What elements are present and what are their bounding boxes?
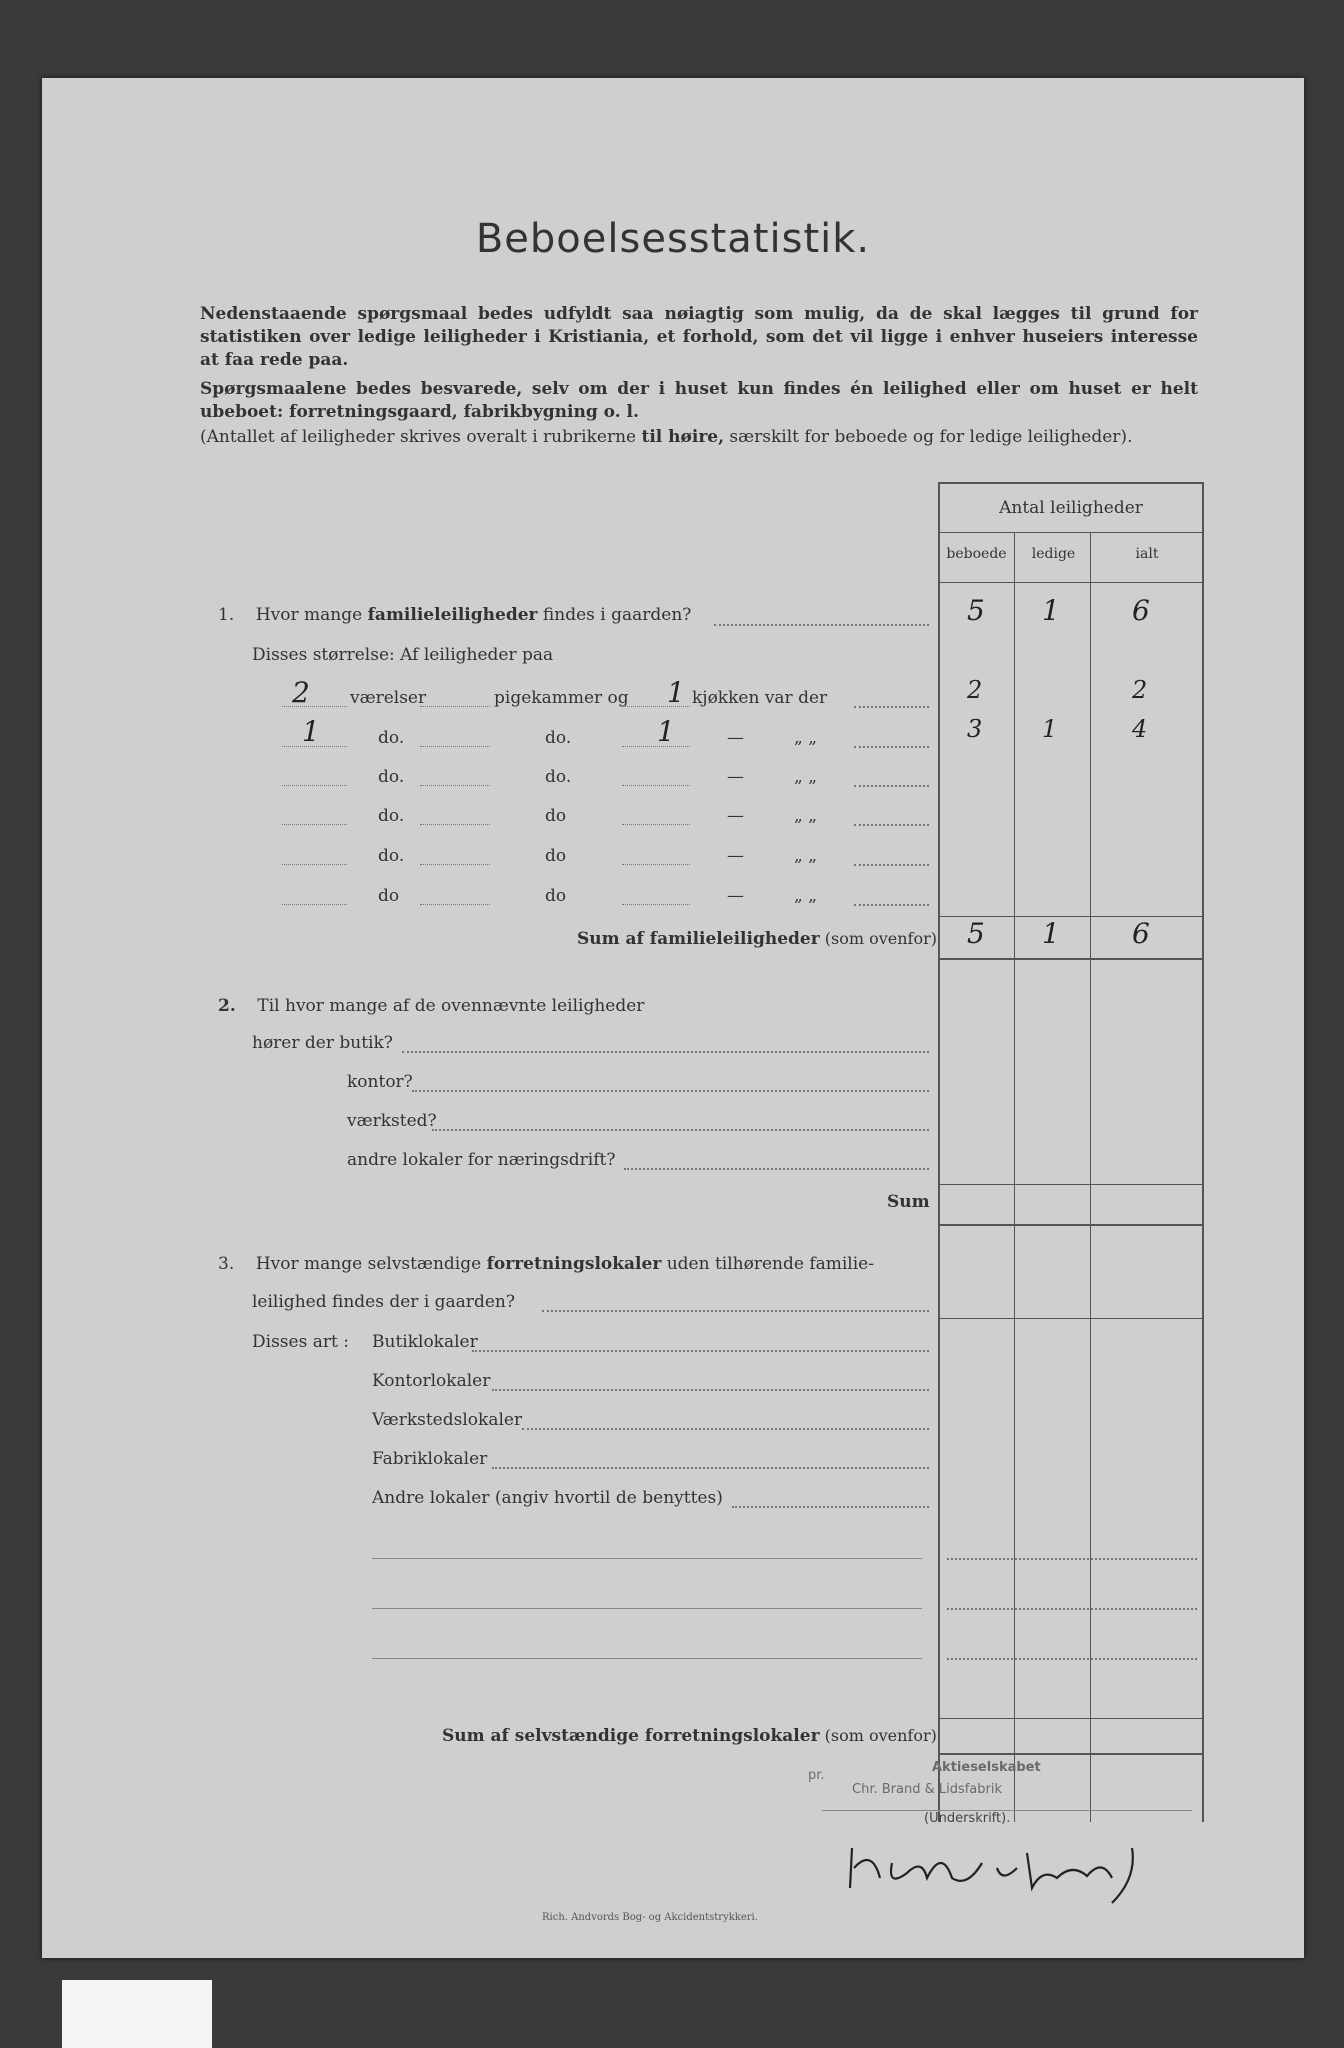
film-light-spot	[62, 1980, 212, 2048]
q3-type-fabrik-leader	[492, 1467, 929, 1469]
size-row-4-do-1: do.	[378, 806, 405, 826]
q3-type-kontor: Kontorlokaler	[372, 1371, 491, 1391]
q2-kontor-leader	[412, 1090, 929, 1092]
q2-andre-leader	[624, 1168, 929, 1170]
stamp-line-1: Aktieselskabet	[932, 1760, 1041, 1775]
intro-paragraph-3	[200, 426, 1198, 449]
q3-type-vaerksted: Værkstedslokaler	[372, 1410, 523, 1430]
q2-question	[218, 996, 644, 1016]
q3-leader	[542, 1310, 929, 1312]
size-row-2-kitchens: 1	[657, 715, 675, 748]
size-row-4-leader	[854, 824, 929, 826]
size-row-4-blank	[282, 824, 347, 825]
size-row-3-do-2: do.	[545, 767, 572, 787]
q3-number: 3.	[218, 1254, 235, 1274]
size-row-6-ditto: „ „	[794, 886, 818, 906]
q3-text-line2: leilighed findes der i gaarden?	[252, 1292, 515, 1312]
size-row-6-leader	[854, 904, 929, 906]
q3-blank-line-2-cells	[947, 1608, 1197, 1610]
q1-leader	[714, 624, 929, 626]
size-row-1-beboede: 2	[967, 676, 983, 704]
intro-text-3c: særskilt for beboede og for ledige leiligheder).	[724, 427, 1133, 447]
sum2-bottom-line	[939, 1224, 1203, 1226]
size-row-3-ditto: „ „	[794, 767, 818, 787]
size-row-6-blank-b	[622, 904, 690, 905]
size-row-6-do-2: do	[545, 886, 567, 906]
q2-vaerksted: værksted?	[347, 1111, 437, 1131]
size-row-2-kitchen-blank	[622, 746, 690, 747]
sum1-label	[577, 929, 937, 949]
sum1-ledige: 1	[1042, 917, 1060, 950]
size-row-2-dash: —	[727, 728, 744, 748]
table-header-title: Antal leiligheder	[999, 498, 1143, 518]
q3-text-a: Hvor mange selvstændige	[255, 1254, 487, 1274]
q1-number: 1.	[218, 605, 235, 625]
size-row-1-leader	[854, 706, 929, 708]
sum3-label	[442, 1726, 937, 1746]
size-row-1-rooms: 2	[292, 676, 310, 709]
intro-text-3a: (Antallet af leiligheder skrives overalt i rubrikerne	[200, 427, 642, 447]
size-row-2-ialt: 4	[1132, 715, 1148, 743]
q3-type-andre: Andre lokaler (angiv hvortil de benyttes)	[372, 1488, 723, 1508]
size-row-3-blank	[282, 785, 347, 786]
size-row-3-blank-b	[622, 785, 690, 786]
sum2-top-line	[939, 1184, 1203, 1185]
size-row-2-do-2: do.	[545, 728, 572, 748]
size-row-2-do-1: do.	[378, 728, 405, 748]
size-row-1-ialt: 2	[1132, 676, 1148, 704]
q1-beboede-value: 5	[967, 594, 985, 627]
form-title: Beboelsesstatistik.	[475, 216, 871, 262]
size-row-3-do-1: do.	[378, 767, 405, 787]
intro-text-3b: til høire,	[641, 427, 725, 447]
table-columns-divider	[939, 582, 1203, 583]
q3-type-fabrik: Fabriklokaler	[372, 1449, 488, 1469]
q3-type-kontor-leader	[492, 1389, 929, 1391]
q3-text-b: uden tilhørende familie-	[661, 1254, 874, 1274]
sum3-label-note: (som ovenfor)	[819, 1726, 937, 1745]
size-row-4-ditto: „ „	[794, 806, 818, 826]
q3-type-andre-leader	[732, 1506, 929, 1508]
table-header-divider	[939, 532, 1203, 533]
sum3-bottom-line	[939, 1753, 1203, 1755]
q2-number: 2.	[218, 996, 236, 1016]
size-row-6-do-1: do	[378, 886, 400, 906]
size-row-5-blank	[282, 864, 347, 865]
q1-question	[218, 605, 691, 625]
printer-credit: Rich. Andvords Bog- og Akcidentstrykkeri.	[542, 1912, 758, 1923]
q3-blank-line-1	[372, 1558, 922, 1559]
stamp-line-2: Chr. Brand & Lidsfabrik	[852, 1782, 1003, 1797]
size-row-2-leader	[854, 746, 929, 748]
sum3-top-line	[939, 1718, 1203, 1719]
census-form	[42, 78, 1304, 1958]
size-row-5-do-1: do.	[378, 846, 405, 866]
size-row-1-pigekammer: pigekammer og	[494, 688, 629, 708]
size-row-3-leader	[854, 785, 929, 787]
q1-text-a: Hvor mange	[255, 605, 368, 625]
size-row-2-rooms: 1	[302, 715, 320, 748]
size-row-3-blank-a	[420, 785, 490, 786]
col-header-ledige: ledige	[1031, 546, 1076, 562]
q3-blank-line-3	[372, 1658, 922, 1659]
q3-divider	[939, 1318, 1203, 1319]
size-row-4-blank-b	[622, 824, 690, 825]
sum1-label-note: (som ovenfor)	[819, 929, 937, 948]
col-line-3	[1090, 532, 1091, 1822]
size-row-3-dash: —	[727, 767, 744, 787]
sum3-label-bold: Sum af selvstændige forretningslokaler	[442, 1726, 820, 1746]
signature-caption: (Underskrift).	[924, 1811, 1011, 1826]
table-top-line	[939, 482, 1203, 484]
size-row-2-ditto: „ „	[794, 728, 818, 748]
size-row-5-do-2: do	[545, 846, 567, 866]
intro-text-1: Nedenstaaende spørgsmaal bedes udfyldt saa nøiagtig som mulig, da de skal lægges til grund for statistiken over ledige leiligheder i Kristiania, et forhold, som det vil ligge i enhver huseiers interesse at faa rede paa.	[200, 304, 1198, 370]
q3-blank-line-1-cells	[947, 1558, 1197, 1560]
col-line-1	[938, 482, 940, 1822]
col-line-4	[1202, 482, 1204, 1822]
intro-text-2: Spørgsmaalene bedes besvarede, selv om der i huset kun findes én leilighed eller om huset er helt ubeboet: forretningsgaard, fabrikbygning o. l.	[200, 379, 1198, 422]
sum1-beboede: 5	[967, 917, 985, 950]
sum1-label-bold: Sum af familieleiligheder	[577, 929, 820, 949]
col-header-ialt: ialt	[1135, 546, 1159, 562]
size-row-1-vaerelser: værelser	[350, 688, 427, 708]
q1-ledige-value: 1	[1042, 594, 1060, 627]
col-line-2	[1014, 532, 1015, 1822]
q2-butik-leader	[402, 1051, 929, 1053]
col-header-beboede: beboede	[946, 546, 1007, 562]
size-row-6-dash: —	[727, 886, 744, 906]
size-row-5-ditto: „ „	[794, 846, 818, 866]
size-row-4-blank-a	[420, 824, 490, 825]
size-row-5-dash: —	[727, 846, 744, 866]
size-row-2-blank-a	[420, 746, 490, 747]
stamp-prefix: pr.	[808, 1768, 825, 1783]
size-row-1-kitchens: 1	[667, 676, 685, 709]
q3-type-butik: Butiklokaler	[372, 1332, 478, 1352]
intro-paragraph-1	[200, 303, 1198, 372]
sizes-intro: Disses størrelse: Af leiligheder paa	[252, 645, 554, 665]
size-row-5-leader	[854, 864, 929, 866]
signature-scribble	[832, 1818, 1152, 1908]
size-row-1-kjokken: kjøkken var der	[692, 688, 828, 708]
q2-vaerksted-leader	[432, 1129, 929, 1131]
q3-blank-line-2	[372, 1608, 922, 1609]
q2-andre: andre lokaler for næringsdrift?	[347, 1150, 616, 1170]
q1-text-b: findes i gaarden?	[537, 605, 692, 625]
intro-paragraph-2	[200, 378, 1198, 424]
size-row-6-blank-a	[420, 904, 490, 905]
size-row-5-blank-a	[420, 864, 490, 865]
sum1-ialt: 6	[1132, 917, 1150, 950]
q3-blank-line-3-cells	[947, 1658, 1197, 1660]
sum2-label: Sum	[887, 1192, 930, 1212]
q2-butik: hører der butik?	[252, 1033, 393, 1053]
q2-kontor: kontor?	[347, 1072, 413, 1092]
q1-ialt-value: 6	[1132, 594, 1150, 627]
q3-question	[218, 1254, 874, 1274]
size-row-2-beboede: 3	[967, 715, 983, 743]
size-row-5-blank-b	[622, 864, 690, 865]
size-row-6-blank	[282, 904, 347, 905]
q1-text-bold: familieleiligheder	[367, 605, 538, 625]
sum1-bottom-line	[939, 958, 1203, 960]
q3-text-bold: forretningslokaler	[486, 1254, 662, 1274]
q2-text: Til hvor mange af de ovennævnte leiligheder	[257, 996, 645, 1016]
size-row-4-do-2: do	[545, 806, 567, 826]
size-row-1-blank-a	[420, 706, 490, 707]
q3-types-label: Disses art :	[252, 1332, 349, 1352]
q3-type-butik-leader	[472, 1350, 929, 1352]
size-row-4-dash: —	[727, 806, 744, 826]
size-row-2-ledige: 1	[1042, 715, 1058, 743]
q3-type-vaerksted-leader	[522, 1428, 929, 1430]
